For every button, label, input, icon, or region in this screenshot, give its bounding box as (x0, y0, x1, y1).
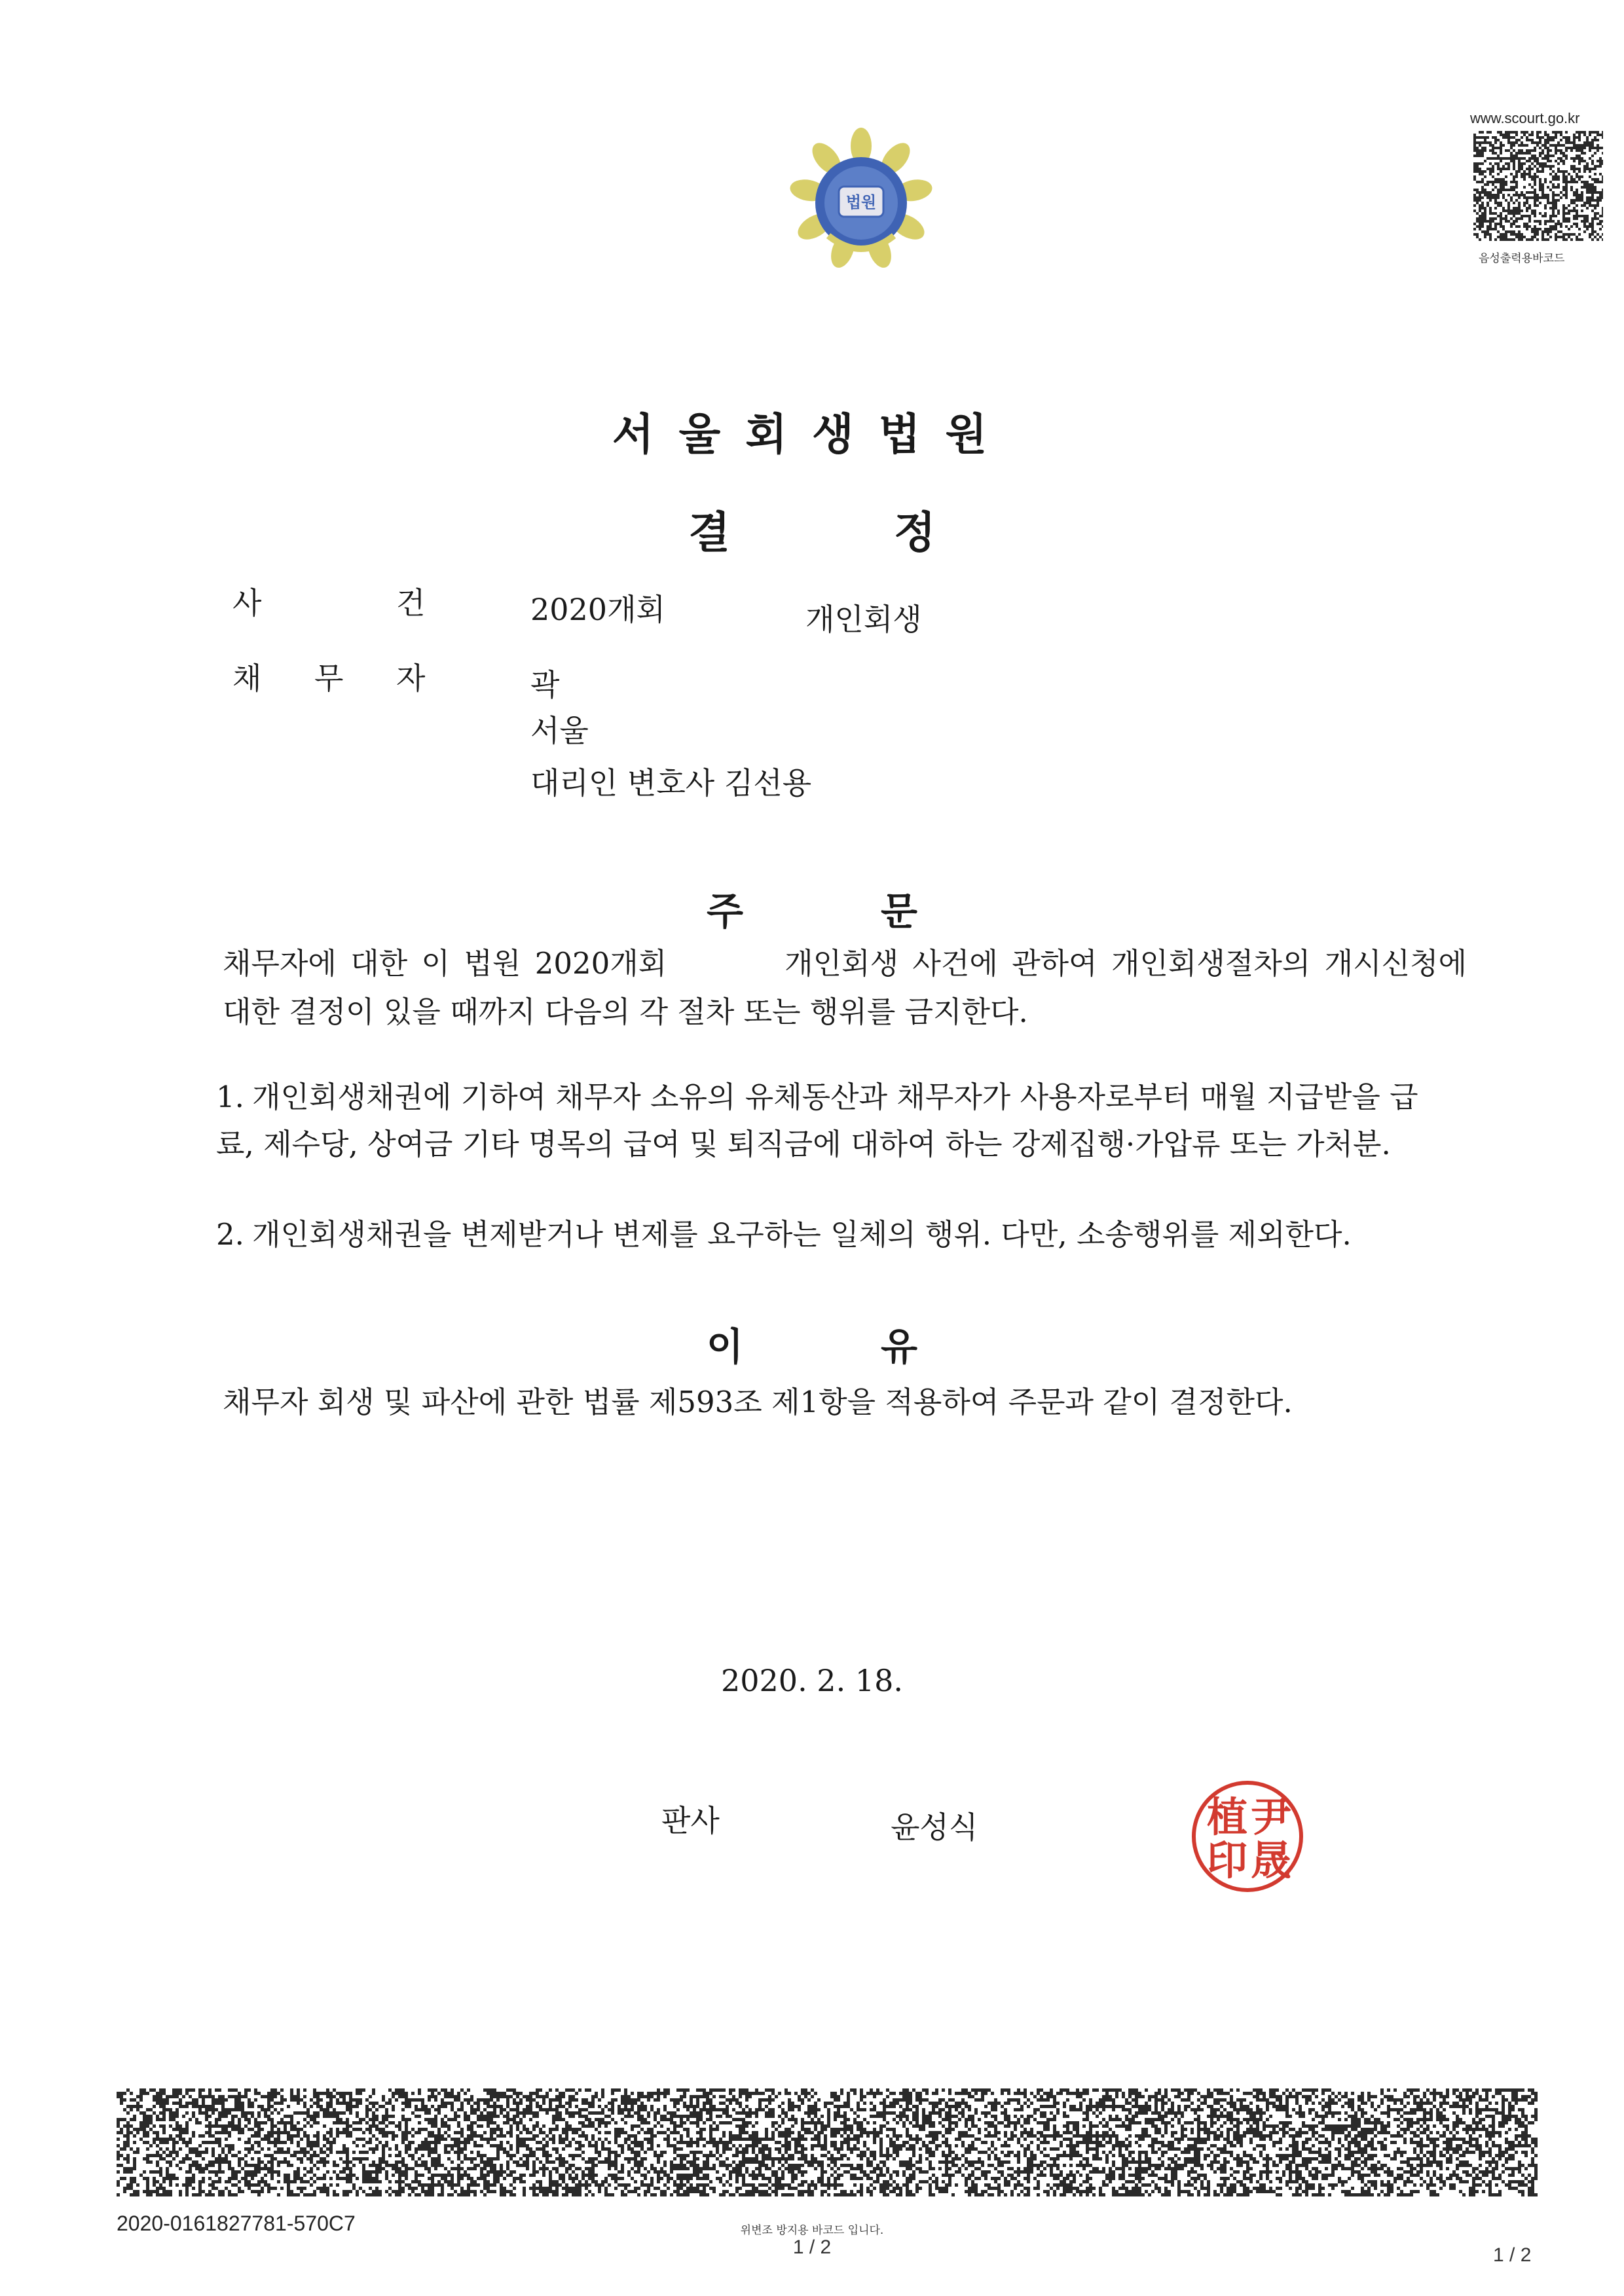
svg-text:植: 植 (1207, 1793, 1248, 1841)
decision-date: 2020. 2. 18. (721, 1663, 903, 1698)
doctype-char-1: 결 (688, 507, 730, 558)
barcode-note: 위변조 방지용 바코드 입니다. (740, 2224, 884, 2237)
voice-output-barcode (1473, 131, 1603, 241)
order-paragraph (223, 939, 1467, 1036)
reason-text: 채무자 회생 및 파산에 관한 법률 제593조 제1항을 적용하여 주문과 같이 결정한다. (223, 1385, 1293, 1419)
judge-seal (1189, 1777, 1306, 1895)
document-type (0, 498, 1624, 560)
order-intro-part1: 채무자에 대한 이 법원 2020개회 (223, 946, 667, 981)
judge-name: 윤성식 (891, 1810, 978, 1845)
order-intro-part2: 개인회생 사건에 관하여 개인회생절차의 개시신청에 대한 결정이 있을 때까지 다음의 각 절차 또는 행위를 금지한다. (223, 946, 1467, 1029)
case-number: 2020개회 (530, 592, 665, 627)
document-id: 2020-0161827781-570C7 (117, 2212, 356, 2235)
debtor-address: 서울 (530, 713, 589, 748)
emblem-text: 법원 (845, 193, 877, 211)
svg-text:尹: 尹 (1251, 1793, 1292, 1841)
court-name: 서울회생법원 (612, 409, 1012, 460)
page-number-center: 1 / 2 (792, 2236, 832, 2258)
order-item-2 (216, 1211, 1447, 1258)
svg-text:晟: 晟 (1251, 1836, 1292, 1884)
order-item-number: 2. (216, 1217, 244, 1252)
order-item-text: 개인회생채권을 변제받거나 변제를 요구하는 일체의 행위. 다만, 소송행위를 제외한다. (252, 1217, 1352, 1252)
debtor-name: 곽 (530, 667, 560, 702)
order-heading (0, 881, 1624, 936)
order-item-1 (216, 1074, 1447, 1168)
case-label: 사 건 (232, 585, 426, 621)
doctype-char-2: 정 (894, 507, 936, 558)
debtor-label: 채 무 자 (232, 661, 426, 696)
case-name: 개인회생 (805, 602, 922, 637)
qr-url: www.scourt.go.kr (1470, 110, 1580, 126)
reason-heading (0, 1316, 1624, 1371)
reason-heading-char-1: 이 (706, 1324, 743, 1369)
anti-forgery-barcode (117, 2088, 1538, 2196)
order-item-text: 개인회생채권에 기하여 채무자 소유의 유체동산과 채무자가 사용자로부터 매월 지급받을 급료, 제수당, 상여금 기타 명목의 급여 및 퇴직금에 대하여 하는 강제집행·가압류 또는 가처분. (216, 1080, 1418, 1161)
debtor-agent: 대리인 변호사 김선용 (530, 765, 812, 801)
reason-heading-char-2: 유 (881, 1324, 918, 1369)
order-heading-char-2: 문 (881, 889, 918, 934)
order-item-number: 1. (216, 1080, 244, 1114)
judge-title: 판사 (661, 1803, 720, 1838)
qr-caption: 음성출력용바코드 (1479, 252, 1565, 265)
court-emblem (783, 121, 940, 278)
order-heading-char-1: 주 (706, 889, 743, 934)
page-number-right: 1 / 2 (1493, 2244, 1532, 2266)
svg-text:印: 印 (1207, 1836, 1248, 1884)
